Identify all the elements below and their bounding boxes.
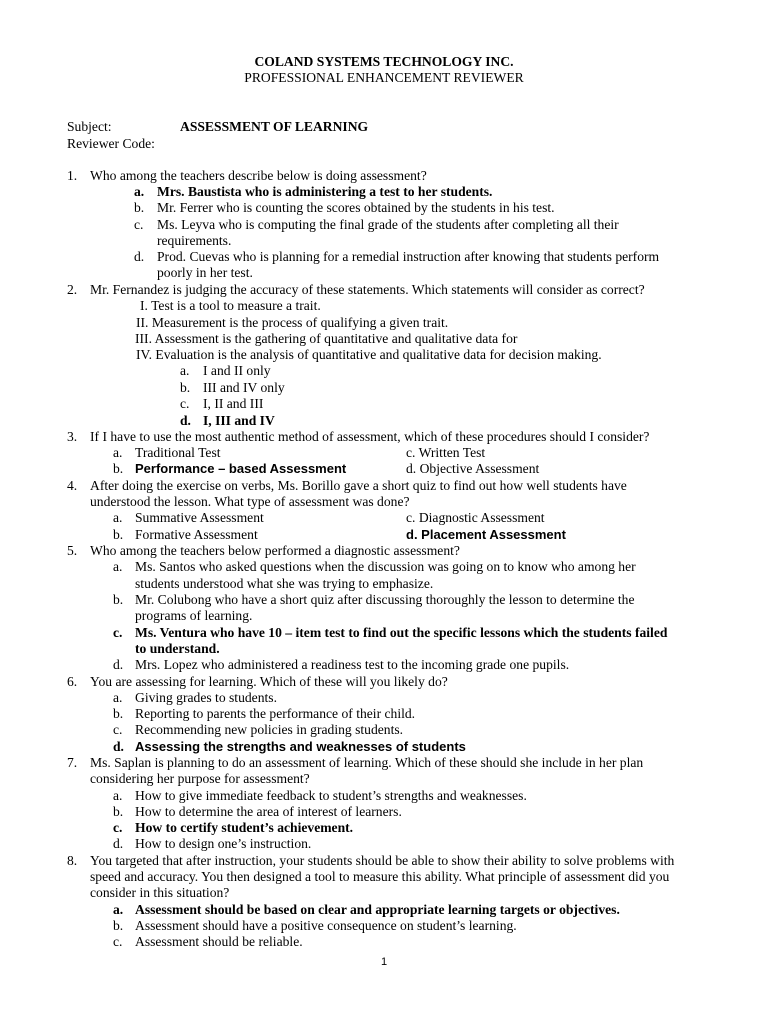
option-b: Mr. Ferrer who is counting the scores obtained by the students in his test. [157,200,555,215]
option-letter: b. [113,592,124,607]
option-c: Ms. Leyva who is computing the final grade of the students after completing all their [157,217,619,232]
option-c-answer-cont: to understand. [135,641,220,656]
option-b: Reporting to parents the performance of their child. [135,706,416,721]
option-c: c. Written Test [406,445,486,460]
option-letter: b. [113,461,124,476]
option-d-answer: Assessing the strengths and weaknesses of students [135,739,466,754]
question-stem: You are assessing for learning. Which of these will you likely do? [90,674,448,689]
option-letter: d. [113,739,124,754]
option-a-answer: Assessment should be based on clear and appropriate learning targets or objectives. [135,902,620,917]
option-letter: c. [113,722,123,737]
option-d: Mrs. Lopez who administered a readiness test to the incoming grade one pupils. [135,657,570,672]
option-b: Assessment should have a positive consequence on student’s learning. [135,918,517,933]
option-letter: c. [180,396,190,411]
question-number: 5. [67,543,78,558]
question-number: 4. [67,478,78,493]
statement-1: I. Test is a tool to measure a trait. [140,298,321,313]
option-b-cont: programs of learning. [135,608,253,623]
option-d-cont: poorly in her test. [157,265,253,280]
option-c-cont: requirements. [157,233,232,248]
subject-value: ASSESSMENT OF LEARNING [180,119,369,134]
option-letter: b. [113,706,124,721]
option-letter: d. [113,657,124,672]
question-stem: Mr. Fernandez is judging the accuracy of these statements. Which statements will consider as correct? [90,282,645,297]
option-c: I, II and III [203,396,264,411]
option-letter: b. [113,918,124,933]
statement-3: III. Assessment is the gathering of quantitative and qualitative data for [135,331,518,346]
option-a: I and II only [203,363,271,378]
question-number: 1. [67,168,78,183]
option-b: Formative Assessment [135,527,258,542]
statement-2: II. Measurement is the process of qualifying a given trait. [136,315,449,330]
option-letter: d. [180,413,191,428]
option-letter: c. [113,820,123,835]
question-stem: After doing the exercise on verbs, Ms. Borillo gave a short quiz to find out how well students have [90,478,627,493]
option-d: How to design one’s instruction. [135,836,312,851]
option-letter: c. [113,934,123,949]
question-stem: Ms. Saplan is planning to do an assessment of learning. Which of these should she include in her plan [90,755,644,770]
question-number: 6. [67,674,78,689]
option-letter: d. [134,249,145,264]
subject-label: Subject: [67,119,112,134]
page-number: 1 [380,956,388,968]
company-name: COLAND SYSTEMS TECHNOLOGY INC. [254,54,514,69]
option-c: Assessment should be reliable. [135,934,303,949]
option-letter: a. [134,184,145,199]
reviewer-code-label: Reviewer Code: [67,136,155,151]
option-d-answer: d. Placement Assessment [406,527,566,542]
question-stem-cont: considering her purpose for assessment? [90,771,310,786]
option-a: Giving grades to students. [135,690,277,705]
question-stem-cont: consider in this situation? [90,885,230,900]
option-a: Ms. Santos who asked questions when the discussion was going on to know who among her [135,559,636,574]
option-d-answer: I, III and IV [203,413,275,428]
option-d: Prod. Cuevas who is planning for a remedial instruction after knowing that students perform [157,249,660,264]
option-c-answer: How to certify student’s achievement. [135,820,354,835]
question-number: 3. [67,429,78,444]
option-a-answer: Mrs. Baustista who is administering a test to her students. [157,184,493,199]
question-stem: Who among the teachers below performed a diagnostic assessment? [90,543,460,558]
option-c: c. Diagnostic Assessment [406,510,545,525]
option-letter: a. [113,510,123,525]
option-c: Recommending new policies in grading students. [135,722,404,737]
option-letter: d. [113,836,124,851]
option-letter: a. [180,363,190,378]
option-b: How to determine the area of interest of learners. [135,804,402,819]
option-a: How to give immediate feedback to student’s strengths and weaknesses. [135,788,527,803]
option-letter: a. [113,445,123,460]
question-number: 7. [67,755,78,770]
question-stem: Who among the teachers describe below is doing assessment? [90,168,427,183]
option-letter: b. [180,380,191,395]
option-letter: a. [113,902,124,917]
question-stem-cont: speed and accuracy. You then designed a tool to measure this ability. What principle of assessment did you [90,869,670,884]
option-a: Summative Assessment [135,510,264,525]
document-subtitle: PROFESSIONAL ENHANCEMENT REVIEWER [244,70,524,85]
option-letter: b. [113,804,124,819]
option-c-answer: Ms. Ventura who have 10 – item test to find out the specific lessons which the students failed [135,625,668,640]
option-a-cont: students understood what she was trying to emphasize. [135,576,434,591]
option-a: Traditional Test [135,445,221,460]
option-letter: c. [113,625,123,640]
question-stem-cont: understood the lesson. What type of assessment was done? [90,494,410,509]
option-letter: b. [134,200,145,215]
option-b: III and IV only [203,380,285,395]
question-number: 8. [67,853,78,868]
option-letter: a. [113,788,123,803]
option-letter: a. [113,690,123,705]
question-number: 2. [67,282,78,297]
option-b-answer: Performance – based Assessment [135,461,347,476]
option-letter: c. [134,217,144,232]
option-d: d. Objective Assessment [406,461,540,476]
statement-4: IV. Evaluation is the analysis of quantitative and qualitative data for decision making. [136,347,602,362]
option-letter: a. [113,559,123,574]
question-stem: You targeted that after instruction, your students should be able to show their ability to solve problems with [90,853,675,868]
option-b: Mr. Colubong who have a short quiz after discussing thoroughly the lesson to determine the [135,592,635,607]
option-letter: b. [113,527,124,542]
question-stem: If I have to use the most authentic method of assessment, which of these procedures should I consider? [90,429,650,444]
